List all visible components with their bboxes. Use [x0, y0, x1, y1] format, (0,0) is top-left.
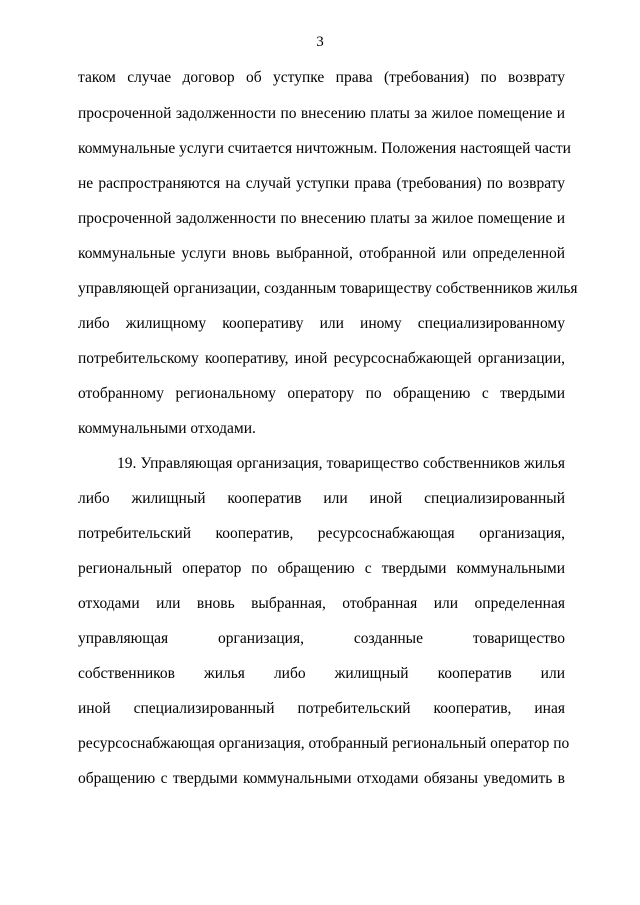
- text-line: отходами или вновь выбранная, отобранная или определенная: [78, 595, 565, 612]
- text-line: таком случае договор об уступке права (требования) по возврату: [78, 69, 565, 86]
- text-line: отобранному региональному оператору по обращению с твердыми: [78, 385, 565, 402]
- page-number: 3: [316, 34, 324, 50]
- text-line: потребительскому кооперативу, иной ресурсоснабжающей организации,: [78, 350, 565, 367]
- text-line: потребительский кооператив, ресурсоснабжающая организация,: [78, 525, 565, 542]
- text-line: коммунальные услуги вновь выбранной, отобранной или определенной: [78, 245, 565, 262]
- text-line: ресурсоснабжающая организация, отобранный региональный оператор по: [78, 735, 570, 752]
- text-line: просроченной задолженности по внесению платы за жилое помещение и: [78, 210, 565, 227]
- text-line: либо жилищный кооператив или иной специализированный: [78, 490, 565, 507]
- text-line: обращению с твердыми коммунальными отходами обязаны уведомить в: [78, 770, 565, 787]
- text-line: собственников жилья либо жилищный кооператив или: [78, 665, 565, 682]
- text-line: региональный оператор по обращению с твердыми коммунальными: [78, 560, 565, 577]
- text-line: управляющая организация, созданные товарищество: [78, 630, 565, 647]
- text-line: иной специализированный потребительский кооператив, иная: [78, 700, 565, 717]
- text-line: либо жилищному кооперативу или иному специализированному: [78, 315, 565, 332]
- text-line: не распространяются на случай уступки права (требования) по возврату: [78, 175, 565, 192]
- text-line: просроченной задолженности по внесению платы за жилое помещение и: [78, 105, 565, 122]
- text-line: коммунальными отходами.: [78, 420, 256, 437]
- text-line: коммунальные услуги считается ничтожным. Положения настоящей части: [78, 140, 571, 157]
- text-line: 19. Управляющая организация, товарищество собственников жилья: [117, 455, 565, 472]
- text-line: управляющей организации, созданным товариществу собственников жилья: [78, 280, 578, 297]
